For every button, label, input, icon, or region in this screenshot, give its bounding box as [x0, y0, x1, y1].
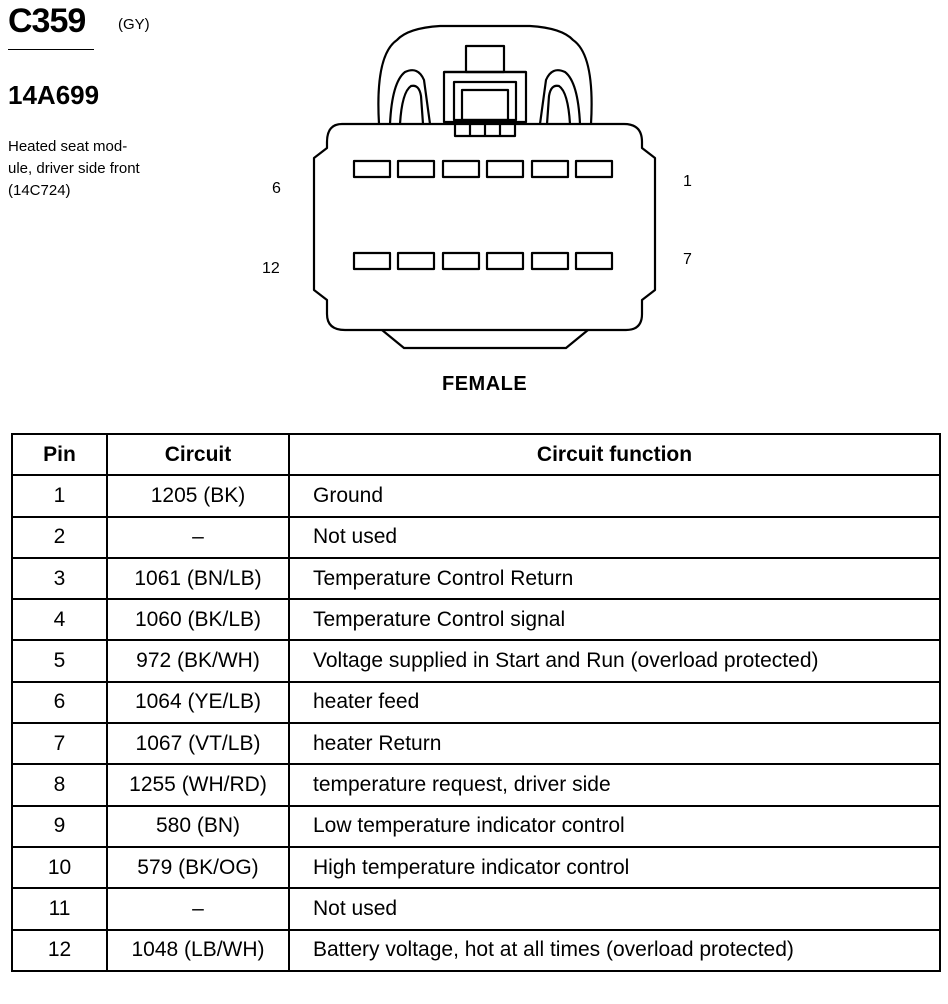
cell-circuit: 1064 (YE/LB) — [107, 682, 289, 723]
cell-pin: 1 — [12, 475, 107, 516]
cell-function: temperature request, driver side — [289, 764, 940, 805]
table-row — [12, 930, 940, 971]
pin-cavity — [443, 253, 479, 269]
cell-circuit: – — [107, 888, 289, 929]
lock-feet — [455, 124, 515, 136]
header-pin: Pin — [12, 434, 107, 475]
left-latch-arm-inner — [400, 86, 423, 124]
cell-pin: 9 — [12, 806, 107, 847]
cell-function: Temperature Control signal — [289, 599, 940, 640]
cell-circuit: 1255 (WH/RD) — [107, 764, 289, 805]
header-circuit: Circuit — [107, 434, 289, 475]
cell-pin: 5 — [12, 640, 107, 681]
pin-cavity — [354, 253, 390, 269]
table-row — [12, 723, 940, 764]
cell-circuit: 1205 (BK) — [107, 475, 289, 516]
cell-pin: 3 — [12, 558, 107, 599]
cell-function: Temperature Control Return — [289, 558, 940, 599]
part-number: 14A699 — [8, 80, 100, 110]
cell-function: Battery voltage, hot at all times (overload protected) — [289, 930, 940, 971]
pin-label-6: 6 — [272, 180, 281, 197]
table-row — [12, 475, 940, 516]
pin-cavity — [443, 161, 479, 177]
cell-pin: 10 — [12, 847, 107, 888]
cell-circuit: 580 (BN) — [107, 806, 289, 847]
pin-cavity — [354, 161, 390, 177]
cell-function: Ground — [289, 475, 940, 516]
pin-label-1: 1 — [683, 173, 692, 190]
table-row — [12, 682, 940, 723]
cell-circuit: 972 (BK/WH) — [107, 640, 289, 681]
cell-function: Low temperature indicator control — [289, 806, 940, 847]
connector-body — [314, 124, 655, 330]
connector-face-diagram — [0, 0, 948, 420]
cell-function: High temperature indicator control — [289, 847, 940, 888]
pin-cavity — [576, 253, 612, 269]
connector-color: (GY) — [118, 16, 150, 33]
description-line: (14C724) — [8, 182, 71, 199]
table-row — [12, 847, 940, 888]
table-row — [12, 806, 940, 847]
right-latch-arm-inner — [547, 86, 570, 124]
female-label: FEMALE — [442, 373, 528, 395]
cell-pin: 12 — [12, 930, 107, 971]
pin-cavity — [398, 253, 434, 269]
cavity-row-bottom — [354, 253, 612, 269]
cell-pin: 6 — [12, 682, 107, 723]
table-row — [12, 517, 940, 558]
cell-circuit: 1048 (LB/WH) — [107, 930, 289, 971]
table-row — [12, 599, 940, 640]
cell-function: Voltage supplied in Start and Run (overload protected) — [289, 640, 940, 681]
lock-inner-frame — [454, 82, 516, 120]
table-header-row — [12, 434, 940, 475]
pin-cavity — [487, 253, 523, 269]
cell-function: heater Return — [289, 723, 940, 764]
pin-table — [11, 433, 941, 972]
table-row — [12, 558, 940, 599]
connector-id: C359 — [8, 2, 86, 40]
table-row — [12, 640, 940, 681]
cell-function: Not used — [289, 888, 940, 929]
cell-pin: 2 — [12, 517, 107, 558]
lock-center-block — [462, 90, 508, 120]
left-latch-arm — [390, 70, 430, 124]
cell-circuit: 1061 (BN/LB) — [107, 558, 289, 599]
cell-pin: 4 — [12, 599, 107, 640]
table-row — [12, 764, 940, 805]
cell-pin: 11 — [12, 888, 107, 929]
right-latch-arm — [540, 70, 580, 124]
pin-label-7: 7 — [683, 251, 692, 268]
latch-hood — [378, 26, 591, 124]
table-row — [12, 888, 940, 929]
pin-cavity — [487, 161, 523, 177]
cell-pin: 7 — [12, 723, 107, 764]
cell-circuit: 1067 (VT/LB) — [107, 723, 289, 764]
cell-function: Not used — [289, 517, 940, 558]
description-line: Heated seat mod- — [8, 138, 128, 155]
cell-circuit: – — [107, 517, 289, 558]
cell-circuit: 579 (BK/OG) — [107, 847, 289, 888]
header-circuit-function: Circuit function — [289, 434, 940, 475]
pin-cavity — [576, 161, 612, 177]
pin-cavity — [532, 253, 568, 269]
description-line: ule, driver side front — [8, 160, 140, 177]
pin-label-12: 12 — [262, 260, 280, 277]
bottom-key-tab — [382, 330, 588, 348]
lock-frame — [444, 72, 526, 122]
pin-cavity — [398, 161, 434, 177]
cavity-row-top — [354, 161, 612, 177]
pin-cavity — [532, 161, 568, 177]
lock-top-block — [466, 46, 504, 72]
cell-pin: 8 — [12, 764, 107, 805]
cell-function: heater feed — [289, 682, 940, 723]
cell-circuit: 1060 (BK/LB) — [107, 599, 289, 640]
